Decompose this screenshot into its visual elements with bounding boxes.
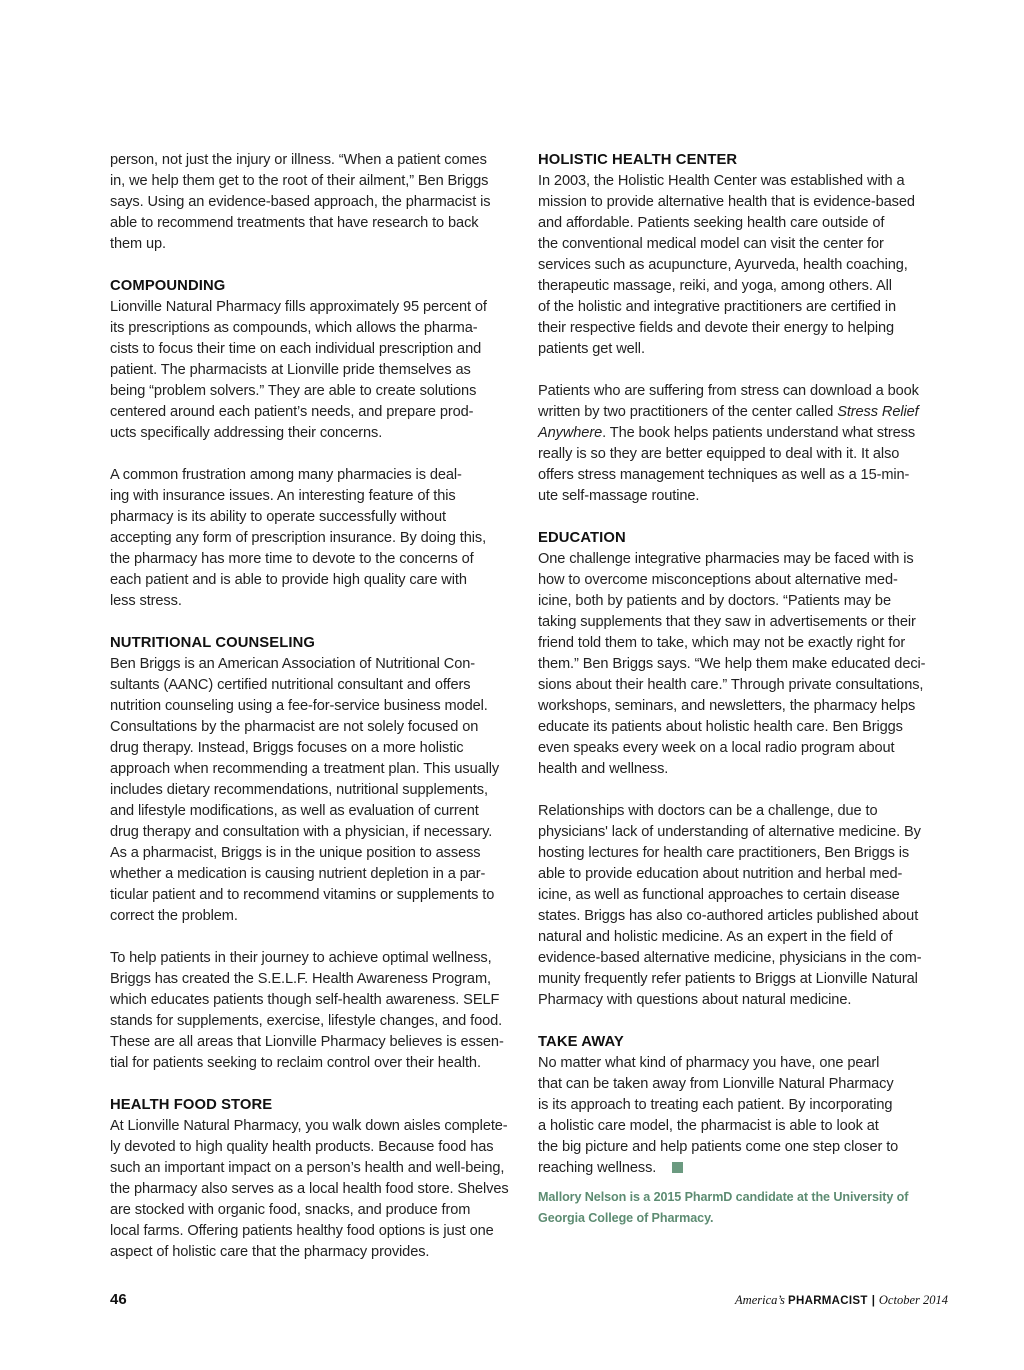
health-food-store-paragraph: At Lionville Natural Pharmacy, you walk down aisles complete- ly devoted to high quality health products. Because food has such an important impact on a person’s health and well-being, the pharmacy also serves as a local health food store. Shelves are stocked with organic food, snacks, and produce from local farms. Offering patients healthy food options is just one aspect of holistic care that the pharmacy provides.	[110, 1118, 509, 1260]
magazine-prefix: America’s	[735, 1293, 785, 1307]
education-paragraph-1: One challenge integrative pharmacies may be faced with is how to overcome misconceptions about alternative med- icine, both by patients and by doctors. “Patients may be taking supplements that they saw in advertisements or their friend told them to take, which may not be exactly right for them.” Ben Briggs says. “We help them make educated deci- sions about their health care.” Through private consultations, workshops, seminars, and newsletters, the pharmacy helps educate its patients about holistic health care. Ben Briggs even speaks every week on a local radio program about health and wellness.	[538, 551, 926, 777]
right-column	[538, 150, 948, 1229]
take-away-text: No matter what kind of pharmacy you have, one pearl that can be taken away from Lionville Natural Pharmacy is its approach to treating each patient. By incorporating a holistic care model, the pharmacist is able to look at the big picture and help patients come one step closer to reaching wellness.	[538, 1055, 899, 1176]
education-paragraph-2: Relationships with doctors can be a challenge, due to physicians' lack of understanding of alternative medicine. By hosting lectures for health care practitioners, Ben Briggs is able to provide education about nutrition and herbal med- icine, as well as functional approaches to certain disease states. Briggs has also co-authored articles published about natural and holistic medicine. As an expert in the field of evidence-based alternative medicine, physicians in the com- munity frequently refer patients to Briggs at Lionville Natural Pharmacy with questions about natural medicine.	[538, 803, 922, 1008]
take-away-heading: TAKE AWAY	[538, 1034, 624, 1050]
left-column	[110, 150, 518, 1284]
end-of-article-square-icon	[672, 1162, 683, 1173]
magazine-name: PHARMACIST	[788, 1295, 868, 1307]
health-food-store-heading: HEALTH FOOD STORE	[110, 1097, 273, 1113]
footer-separator: |	[871, 1295, 875, 1307]
paragraph-text-after-title: . The book helps patients understand what stress really is so they are better equipped to deal with it. It also offers stress management techniques as well as a 15-min- ute self-massage routine.	[538, 425, 916, 504]
compounding-paragraph-1: Lionville Natural Pharmacy fills approximately 95 percent of its prescriptions as compounds, which allows the pharma- cists to focus their time on each individual prescription and patient. The pharmacists at Lionville pride themselves as being “problem solvers.” They are able to create solutions centered around each patient’s needs, and prepare prod- ucts specifically addressing their concerns.	[110, 299, 487, 441]
compounding-heading: COMPOUNDING	[110, 278, 226, 294]
take-away-paragraph	[538, 1053, 948, 1179]
nutritional-counseling-paragraph-2: To help patients in their journey to achieve optimal wellness, Briggs has created the S.E.L.F. Health Awareness Program, which educates patients though self-health awareness. SELF stands for supplements, exercise, lifestyle changes, and food. These are all areas that Lionville Pharmacy believes is essen- tial for patients seeking to reclaim control over their health.	[110, 950, 504, 1071]
holistic-health-center-heading: HOLISTIC HEALTH CENTER	[538, 152, 738, 168]
intro-paragraph: person, not just the injury or illness. “When a patient comes in, we help them get to the root of their ailment,” Ben Briggs says. Using an evidence-based approach, the pharmacist is able to recommend treatments that have research to back them up.	[110, 152, 491, 252]
paragraph-text-before-title: Patients who are suffering from stress can download a book written by two practitioners of the center called	[538, 383, 919, 420]
book-title: Stress Relief Anywhere	[538, 404, 919, 441]
nutritional-counseling-paragraph-1: Ben Briggs is an American Association of Nutritional Con- sultants (AANC) certified nutritional consultant and offers nutrition counseling using a fee-for-service business model. Consultations by the pharmacist are not solely focused on drug therapy. Instead, Briggs focuses on a more holistic approach when recommending a treatment plan. This usually includes dietary recommendations, nutritional supplements, and lifestyle modifications, as well as evaluation of current drug therapy and consultation with a physician, if necessary. As a pharmacist, Briggs is in the unique position to assess whether a medication is causing nutrient depletion in a par- ticular patient and to recommend vitamins or supplements to correct the problem.	[110, 656, 500, 924]
page-footer	[110, 1291, 948, 1313]
issue-date: October 2014	[878, 1293, 948, 1307]
magazine-masthead	[735, 1293, 948, 1308]
compounding-paragraph-2: A common frustration among many pharmacies is deal- ing with insurance issues. An interesting feature of this pharmacy is its ability to operate successfully without accepting any form of prescription insurance. By doing this, the pharmacy has more time to devote to the concerns of each patient and is able to provide high quality care with less stress.	[110, 467, 487, 609]
education-heading: EDUCATION	[538, 530, 626, 546]
page-number: 46	[110, 1291, 127, 1308]
holistic-health-center-paragraph-1: In 2003, the Holistic Health Center was established with a mission to provide alternative health that is evidence-based and affordable. Patients seeking health care outside of the conventional medical model can visit the center for services such as acupuncture, Ayurveda, health coaching, therapeutic massage, reiki, and yoga, among others. All of the holistic and integrative practitioners are certified in their respective fields and devote their energy to helping patients get well.	[538, 173, 915, 357]
holistic-health-center-paragraph-2	[538, 381, 948, 507]
nutritional-counseling-heading: NUTRITIONAL COUNSELING	[110, 635, 315, 651]
author-bio: Mallory Nelson is a 2015 PharmD candidate at the University of Georgia College of Pharmacy.	[538, 1190, 909, 1225]
